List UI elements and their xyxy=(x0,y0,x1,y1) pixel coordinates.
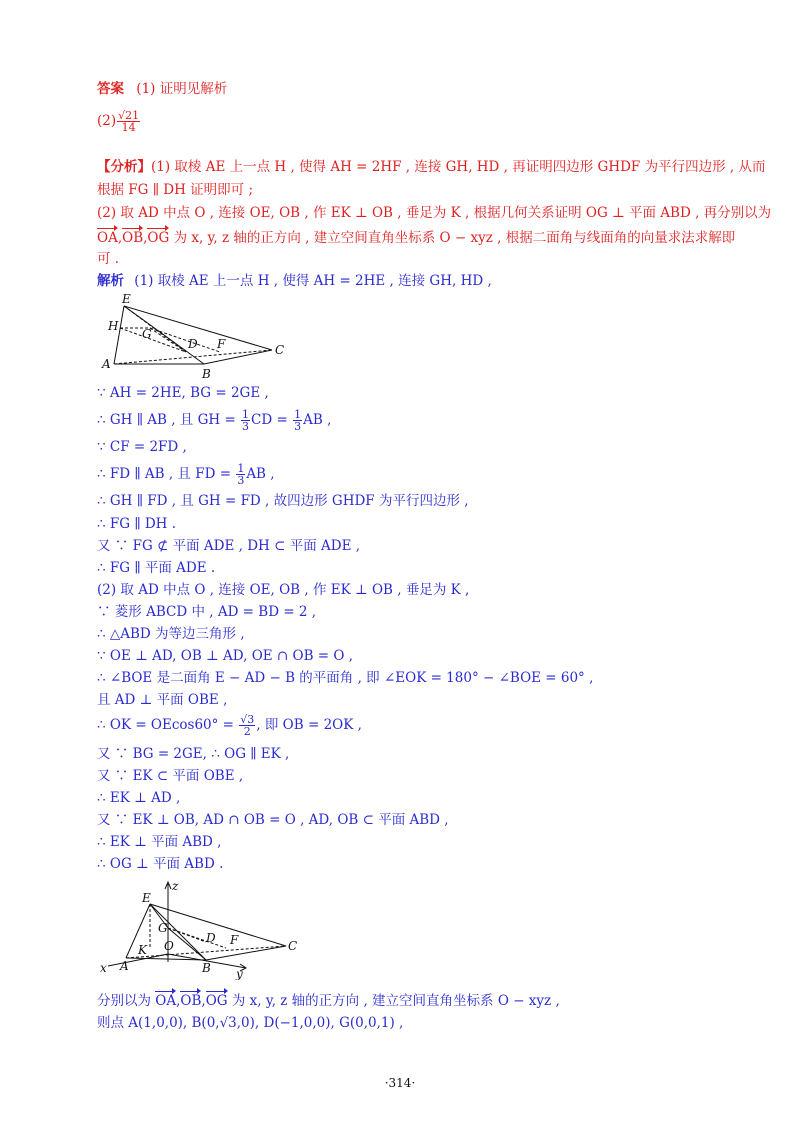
fig2-label-x: x xyxy=(100,961,107,975)
step-23: 则点 A(1,0,0), B(0,√3,0), D(−1,0,0), G(0,0,1) , xyxy=(97,1015,404,1031)
step-6: ∴ FG ∥ DH . xyxy=(97,516,177,532)
step-12: ∵ OE ⊥ AD, OB ⊥ AD, OE ∩ OB = O , xyxy=(97,648,354,664)
step-7: 又 ∵ FG ⊄ 平面 ADE , DH ⊂ 平面 ADE , xyxy=(97,538,361,554)
step-18: ∴ EK ⊥ AD , xyxy=(97,790,181,806)
fig2-label-a: A xyxy=(120,959,129,973)
fig1-label-d: D xyxy=(188,337,198,351)
page-number: ·314· xyxy=(384,1076,416,1090)
fig2-label-b: B xyxy=(202,961,211,975)
step-9: (2) 取 AD 中点 O , 连接 OE, OB , 作 EK ⊥ OB , 垂足为 K , xyxy=(97,582,470,598)
step-2-c: AB , xyxy=(303,412,332,428)
step-11: ∴ △ABD 为等边三角形 , xyxy=(97,626,245,642)
frac-num: 1 xyxy=(294,408,302,421)
step-13: ∴ ∠BOE 是二面角 E − AD − B 的平面角 , 即 ∠EOK = 180° − ∠BOE = 60° , xyxy=(97,670,594,686)
vector-og-2: OG xyxy=(206,990,228,1010)
fig2-label-k: K xyxy=(138,943,147,957)
fig1-label-h: H xyxy=(108,319,119,333)
step-14: 且 AD ⊥ 平面 OBE , xyxy=(97,692,228,708)
step-2-frac-2 xyxy=(293,409,302,432)
fig2-label-g: G xyxy=(158,921,168,935)
fig2-label-e: E xyxy=(142,891,151,905)
figure-2-coordinate-pyramid xyxy=(96,876,316,980)
frac-den: 2 xyxy=(243,725,251,738)
step-2-frac-1 xyxy=(241,409,250,432)
step-1: ∵ AH = 2HE, BG = 2GE , xyxy=(97,385,269,401)
answer-part1: (1) 证明见解析 xyxy=(136,81,228,97)
vector-oa-2: OA xyxy=(155,990,176,1010)
frac-den: 3 xyxy=(242,420,250,433)
step-8: ∴ FG ∥ 平面 ADE . xyxy=(97,560,216,576)
step-15 xyxy=(97,714,362,737)
frac-num: 1 xyxy=(242,408,250,421)
step-10: ∵ 菱形 ABCD 中 , AD = BD = 2 , xyxy=(97,604,317,620)
step-4 xyxy=(97,463,275,486)
step-15-frac xyxy=(239,714,255,737)
fig1-label-f: F xyxy=(217,337,226,351)
analysis-line-5: 可 . xyxy=(97,251,120,267)
step-5: ∴ GH ∥ FD , 且 GH = FD , 故四边形 GHDF 为平行四边形 , xyxy=(97,493,469,509)
fig2-label-z: z xyxy=(172,879,179,893)
vector-ob: OB xyxy=(122,227,143,247)
analysis-text-1: (1) 取棱 AE 上一点 H , 使得 AH = 2HF , 连接 GH, HD , 再证明四边形 GHDF 为平行四边形 , 从而 xyxy=(151,159,766,175)
fig1-label-c: C xyxy=(275,343,285,357)
analysis-text-4: 为 x, y, z 轴的正方向 , 建立空间直角坐标系 O − xyz , 根据二面角与线面角的向量求法求解即 xyxy=(169,230,736,246)
step-15-a: ∴ OK = OEcos60° = xyxy=(97,717,239,733)
vector-ob-2: OB xyxy=(180,990,201,1010)
fig1-label-g: G xyxy=(142,327,152,341)
solution-intro: (1) 取棱 AE 上一点 H , 使得 AH = 2HE , 连接 GH, HD , xyxy=(134,273,492,289)
step-3: ∵ CF = 2FD , xyxy=(97,439,187,455)
frac-den: 3 xyxy=(294,420,302,433)
fig2-label-y: y xyxy=(236,967,243,980)
answer-part2-prefix: (2) xyxy=(97,113,117,129)
fig1-label-b: B xyxy=(202,367,211,381)
fig2-label-d: D xyxy=(206,931,216,945)
analysis-label: 【分析】 xyxy=(97,159,151,175)
answer-fraction xyxy=(117,110,140,133)
answer-frac-num: √21 xyxy=(118,109,140,122)
solution-intro-line xyxy=(97,272,492,290)
step-22: 分别以为 OA,OB,OG 为 x, y, z 轴的正方向 , 建立空间直角坐标系 O − xyz , xyxy=(97,990,560,1010)
fig1-label-a: A xyxy=(102,357,111,371)
fig1-label-e: E xyxy=(122,292,131,306)
step-22-a: 分别以为 xyxy=(97,993,156,1009)
analysis-line-4: OA,OB,OG 为 x, y, z 轴的正方向 , 建立空间直角坐标系 O − xyz , 根据二面角与线面角的向量求法求解即 xyxy=(97,227,735,247)
step-17: 又 ∵ EK ⊂ 平面 OBE , xyxy=(97,768,244,784)
step-20: ∴ EK ⊥ 平面 ABD , xyxy=(97,834,222,850)
frac-num: 1 xyxy=(237,462,245,475)
step-19: 又 ∵ EK ⊥ OB, AD ∩ OB = O , AD, OB ⊂ 平面 ABD , xyxy=(97,812,449,828)
fig2-label-f: F xyxy=(230,933,239,947)
frac-den: 3 xyxy=(237,474,245,487)
analysis-line-1 xyxy=(97,158,765,176)
step-21: ∴ OG ⊥ 平面 ABD . xyxy=(97,856,224,872)
analysis-line-3: (2) 取 AD 中点 O , 连接 OE, OB , 作 EK ⊥ OB , 垂足为 K , 根据几何关系证明 OG ⊥ 平面 ABD , 再分别以为 xyxy=(97,205,772,221)
step-16: 又 ∵ BG = 2GE, ∴ OG ∥ EK , xyxy=(97,746,290,762)
step-4-frac xyxy=(236,463,245,486)
step-2 xyxy=(97,409,331,432)
figure-1-pyramid xyxy=(100,292,300,382)
step-2-b: CD = xyxy=(251,412,293,428)
step-22-rest: 为 x, y, z 轴的正方向 , 建立空间直角坐标系 O − xyz , xyxy=(227,993,560,1009)
step-15-b: , 即 OB = 2OK , xyxy=(256,717,362,733)
answer-line-2 xyxy=(97,110,141,133)
step-4-b: AB , xyxy=(246,466,275,482)
fig2-label-c: C xyxy=(288,939,298,953)
step-2-a: ∴ GH ∥ AB , 且 GH = xyxy=(97,412,241,428)
frac-num: √3 xyxy=(240,713,255,726)
fig2-label-o: O xyxy=(164,939,174,953)
solution-label: 解析 xyxy=(97,273,124,289)
vector-oa: OA xyxy=(97,227,118,247)
step-4-a: ∴ FD ∥ AB , 且 FD = xyxy=(97,466,236,482)
analysis-line-2: 根据 FG ∥ DH 证明即可 ; xyxy=(97,182,253,198)
vector-og: OG xyxy=(147,227,169,247)
answer-frac-den: 14 xyxy=(121,121,136,134)
answer-line-1 xyxy=(97,80,227,98)
answer-label: 答案 xyxy=(97,81,124,97)
